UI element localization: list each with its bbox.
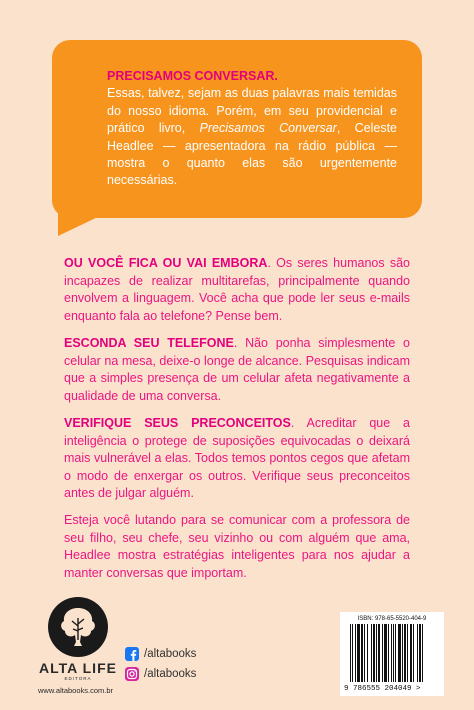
paragraph-closing [64,512,410,582]
publisher-logo [35,596,121,681]
tree-hand-icon [47,596,109,658]
paragraph-lead: VERIFIQUE SEUS PRECONCEITOS [64,416,291,430]
bubble-text-b: , Celeste Headlee — apresentadora na rádio pública — mostra o quanto elas são urgentemente necessárias. [107,121,397,188]
paragraph-body: . Acreditar que a inteligência o protege de suposições equivocadas o deixará mais vulnerável a elas. Todos temos pontos cegos que afetam o modo de enxergar os outros. Verifique seus preconceitos antes de julgar alguém. [64,416,410,501]
bubble-text-a: Essas, talvez, sejam as duas palavras mais temidas do nosso idioma. Porém, em seu providencial e prático livro, [107,86,397,136]
bubble-text [107,68,397,190]
paragraph-lead: ESCONDA SEU TELEFONE [64,336,234,350]
facebook-link[interactable] [125,647,196,661]
barcode-bar [398,624,401,682]
barcode-bar [413,624,414,682]
barcode-bar [422,624,423,682]
barcode-bar [382,624,383,682]
barcode-bar [419,624,421,682]
barcode-bar [373,624,375,682]
barcode-bars-icon [350,624,438,682]
publisher-name: ALTA LIFE [39,660,117,676]
barcode-digits: 9 786555 204049 > [344,685,421,693]
paragraph-body: . Os seres humanos são incapazes de realizar multitarefas, principalmente quando envolvem a linguagem. Você acha que pode ler seus e-mails enquanto fala ao telefone? Pense bem. [64,256,411,323]
facebook-handle: /altabooks [144,648,197,660]
isbn-label: ISBN: 978-65-5520-404-9 [357,616,427,622]
barcode-bar [410,624,412,682]
barcode-bar [357,624,360,682]
barcode-bar [378,624,380,682]
barcode-bar [352,624,353,682]
barcode-bar [402,624,403,682]
facebook-icon [125,647,139,661]
barcode-bar [355,624,356,682]
barcode-bar [371,624,372,682]
barcode-bar [391,624,392,682]
bubble-heading-punct: . [274,69,278,83]
paragraph-lead: OU VOCÊ FICA OU VAI EMBORA [64,256,268,270]
barcode-bar [404,624,406,682]
publisher-sub: EDITORA [64,676,92,681]
barcode-bar [367,624,368,682]
bubble-book-title: Precisamos Conversar [199,121,337,136]
barcode-bar [388,624,389,682]
barcode-bar [417,624,418,682]
paragraph-body: . Não ponha simplesmente o celular na mesa, deixe-o longe de alcance. Pesquisas indicam que a simples presença de um celular afeta negativamente a qualidade de uma conversa. [64,336,411,403]
barcode-bar [384,624,387,682]
instagram-icon [125,667,139,681]
instagram-handle: /altabooks [144,668,197,680]
paragraph-phone [64,335,410,405]
barcode-bar [361,624,363,682]
paragraph-body: Esteja você lutando para se comunicar com a professora de seu filho, seu chefe, seu vizinho ou com alguém que ama, Headlee mostra estratégias inteligentes para nos ajudar a manter conversas que importam. [64,513,410,580]
bubble-heading: PRECISAMOS CONVERSAR [107,69,275,83]
paragraph-prejudice [64,415,410,503]
barcode-bar [364,624,365,682]
barcode-bar [393,624,394,682]
barcode-bar [395,624,396,682]
instagram-link[interactable] [125,667,196,681]
barcode [340,612,444,696]
speech-bubble [52,40,422,236]
barcode-bar [350,624,351,682]
barcode-bar [407,624,408,682]
publisher-website[interactable]: www.altabooks.com.br [38,686,114,695]
paragraph-multitask [64,255,410,325]
barcode-bar [376,624,377,682]
